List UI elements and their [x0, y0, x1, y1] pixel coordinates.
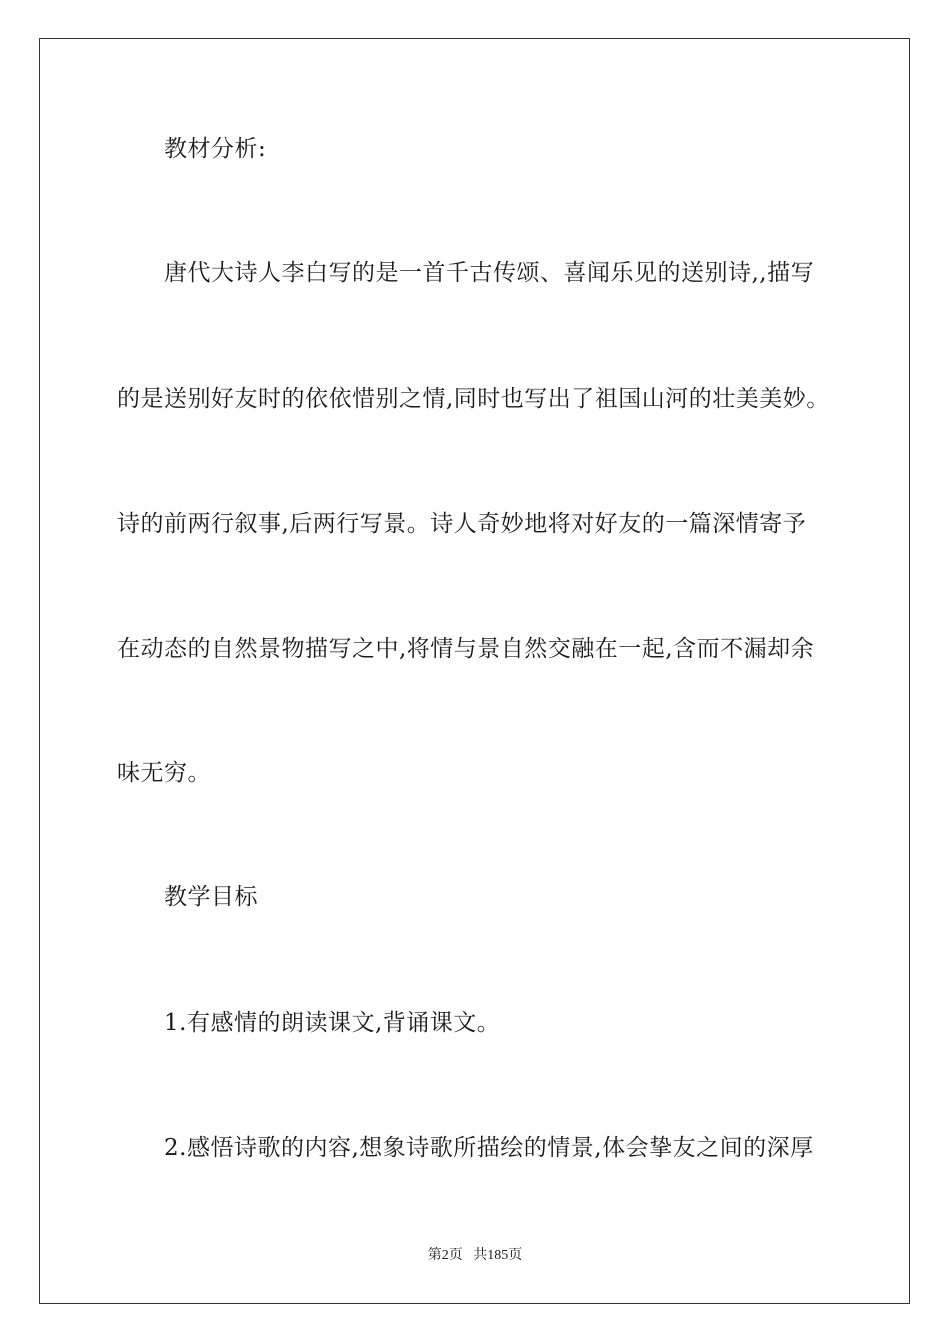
- section-heading-analysis: 教材分析:: [164, 136, 267, 162]
- objective-item: 1.有感情的朗读课文,背诵课文。: [164, 1010, 501, 1036]
- paragraph-line: 唐代大诗人李白写的是一首千古传颂、喜闻乐见的送别诗,,描写: [164, 260, 815, 286]
- page-footer: [0, 1246, 950, 1266]
- objective-item: 2.感悟诗歌的内容,想象诗歌所描绘的情景,体会挚友之间的深厚: [164, 1135, 814, 1161]
- paragraph-line: 在动态的自然景物描写之中,将情与景自然交融在一起,含而不漏却余: [117, 636, 815, 662]
- paragraph-line: 味无穷。: [117, 760, 211, 786]
- page-border: [39, 38, 910, 1304]
- paragraph-line: 的是送别好友时的依依惜别之情,同时也写出了祖国山河的壮美美妙。: [117, 386, 830, 412]
- paragraph-line: 诗的前两行叙事,后两行写景。诗人奇妙地将对好友的一篇深情寄予: [117, 511, 807, 537]
- page-number: 第2页: [427, 1248, 463, 1263]
- total-pages: 共185页: [473, 1248, 523, 1263]
- section-heading-objectives: 教学目标: [164, 884, 258, 910]
